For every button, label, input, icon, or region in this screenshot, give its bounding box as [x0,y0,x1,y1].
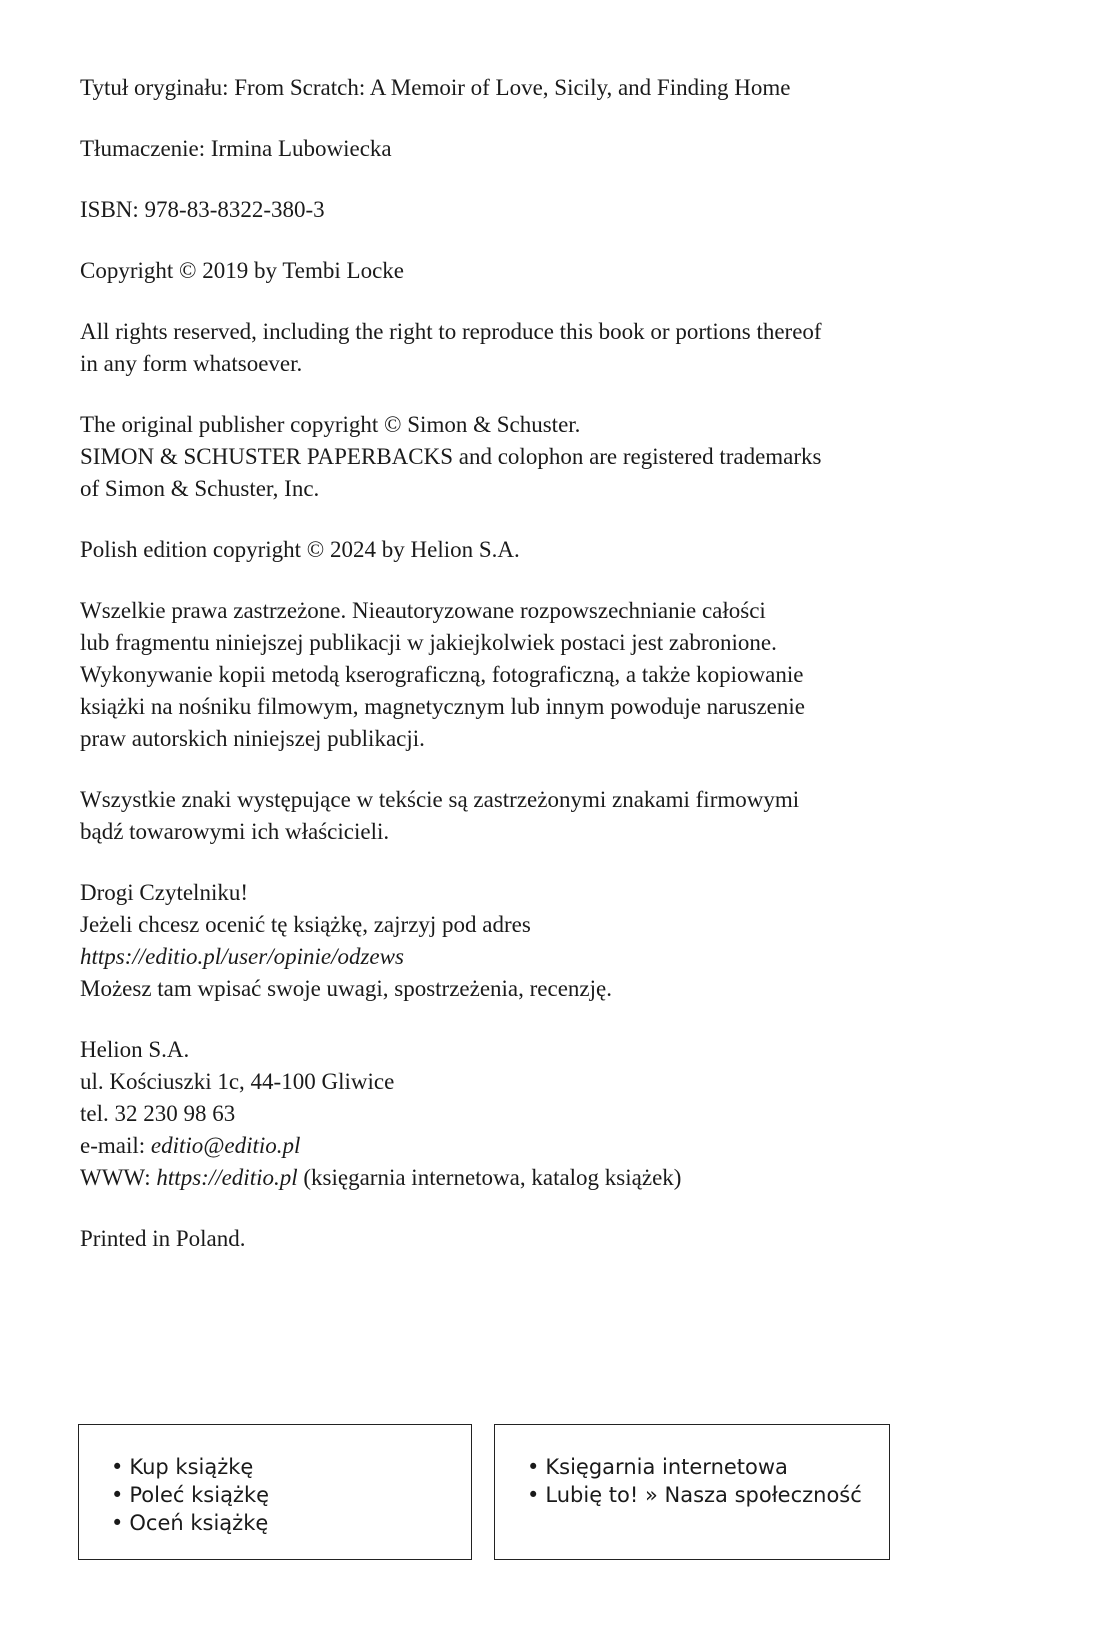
printed-in: Printed in Poland. [80,1226,246,1251]
buy-book-link[interactable]: • Kup książkę [111,1455,254,1479]
community-link[interactable]: • Lubię to! » Nasza społeczność [527,1483,862,1507]
translation-credit: Tłumaczenie: Irmina Lubowiecka [80,136,392,161]
polish-edition-copyright: Polish edition copyright © 2024 by Helion S.A. [80,537,520,562]
book-actions-box [78,1424,472,1560]
rights-reserved: All rights reserved, including the right to reproduce this book or portions thereof in any form whatsoever. [80,319,822,376]
recommend-book-link[interactable]: • Poleć książkę [111,1483,270,1507]
store-links-box [494,1424,890,1560]
publisher-notice: The original publisher copyright © Simon & Schuster. SIMON & SCHUSTER PAPERBACKS and colophon are registered trademarks of Simon & Schuster, Inc. [80,412,822,501]
publisher-contact: Helion S.A. ul. Kościuszki 1c, 44-100 Gliwice tel. 32 230 98 63 e-mail: editio@editio.pl WWW: https://editio.pl (księgarnia internetowa, katalog książek) [80,1037,682,1190]
review-link[interactable]: https://editio.pl/user/opinie/odzews [80,944,404,969]
author-copyright: Copyright © 2019 by Tembi Locke [80,258,404,283]
isbn: ISBN: 978-83-8322-380-3 [80,197,325,222]
link-boxes [78,1424,890,1560]
polish-rights-notice: Wszelkie prawa zastrzeżone. Nieautoryzowane rozpowszechnianie całości lub fragmentu niniejszej publikacji w jakiejkolwiek postaci jest zabronione. Wykonywanie kopii metodą kserograficzną, fotograficzną, a także kopiowanie książki na nośniku filmowym, magnetycznym lub innym powoduje naruszenie praw autorskich niniejszej publikacji. [80,598,805,751]
trademarks-notice: Wszystkie znaki występujące w tekście są zastrzeżonymi znakami firmowymi bądź towarowymi ich właścicieli. [80,787,800,844]
email-link[interactable]: editio@editio.pl [150,1133,301,1158]
copyright-page [80,72,940,1284]
reader-note: Drogi Czytelniku! Jeżeli chcesz ocenić tę książkę, zajrzyj pod adres https://editio.pl/user/opinie/odzews Możesz tam wpisać swoje uwagi, spostrzeżenia, recenzję. [80,877,940,1005]
online-bookstore-link[interactable]: • Księgarnia internetowa [527,1455,788,1479]
rate-book-link[interactable]: • Oceń książkę [111,1511,269,1535]
original-title: Tytuł oryginału: From Scratch: A Memoir of Love, Sicily, and Finding Home [80,75,791,100]
website-link[interactable]: https://editio.pl [156,1165,298,1190]
